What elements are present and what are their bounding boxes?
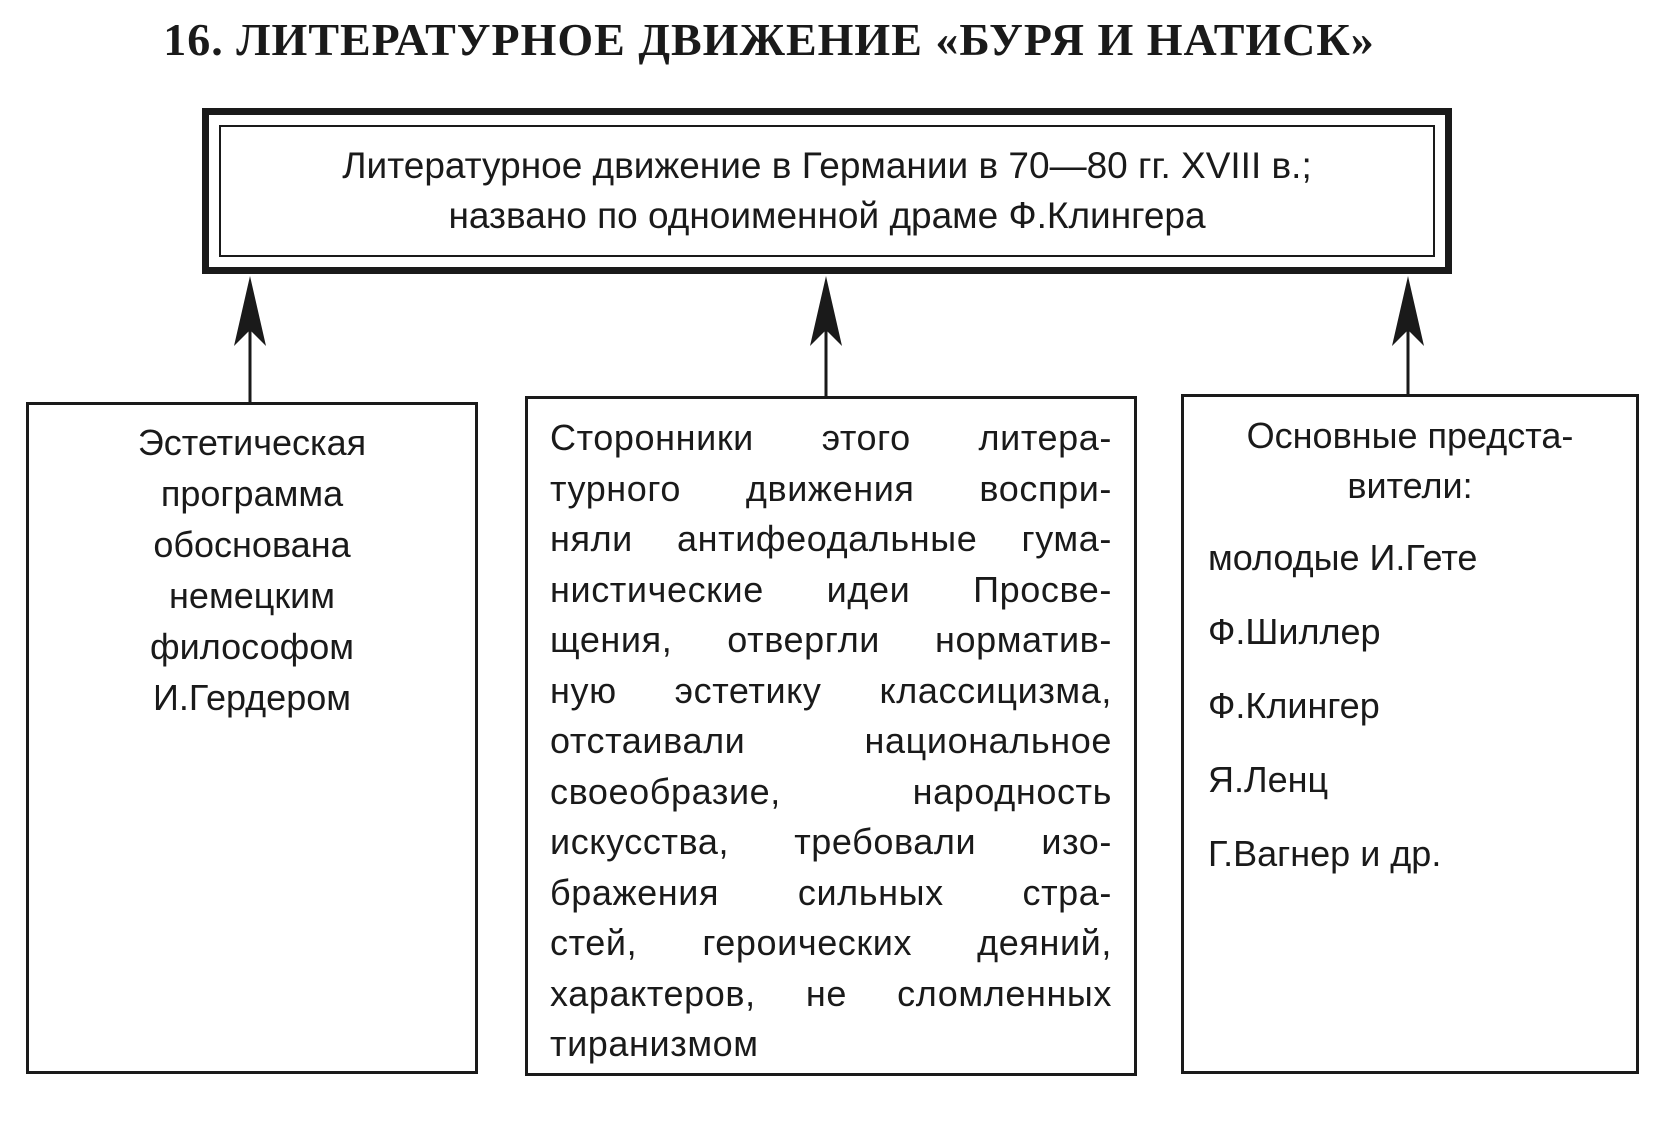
representatives-box: [1181, 394, 1639, 1074]
supporters-line: турного движения воспри-: [550, 467, 1112, 509]
supporters-line: няли антифеодальные гума-: [550, 518, 1112, 559]
arrow-middle: [810, 276, 842, 396]
supporters-line: искусства, требовали изо-: [550, 821, 1112, 862]
diagram-title: 16. ЛИТЕРАТУРНОЕ ДВИЖЕНИЕ «БУРЯ И НАТИСК»: [163, 14, 1375, 65]
supporters-box: [525, 396, 1137, 1076]
arrow-right: [1392, 276, 1424, 394]
representative-name: Ф.Клингер: [1208, 685, 1380, 726]
supporters-line: тиранизмом: [550, 1023, 759, 1064]
aesthetic-program-line: программа: [160, 473, 344, 514]
supporters-line: своеобразие, народность: [550, 770, 1112, 812]
aesthetic-program-line: И.Гердером: [153, 677, 351, 718]
supporters-line: Сторонники этого литера-: [550, 417, 1112, 458]
aesthetic-program-line: философом: [150, 626, 354, 667]
representative-name: Я.Ленц: [1208, 759, 1329, 800]
supporters-line: бражения сильных стра-: [550, 871, 1112, 913]
supporters-line: нистические идеи Просве-: [550, 568, 1112, 610]
representative-name: Г.Вагнер и др.: [1208, 833, 1442, 874]
supporters-line: характеров, не сломленных: [550, 972, 1112, 1014]
aesthetic-program-box: [26, 402, 478, 1074]
supporters-line: отстаивали национальное: [550, 720, 1112, 761]
definition-line: Литературное движение в Германии в 70—80 гг. XVIII в.;: [342, 145, 1312, 186]
representative-name: молодые И.Гете: [1208, 537, 1478, 578]
aesthetic-program-line: Эстетическая: [137, 422, 367, 463]
aesthetic-program-line: немецким: [169, 575, 335, 616]
representatives-heading: [1208, 411, 1636, 511]
representative-name: Ф.Шиллер: [1208, 611, 1381, 652]
supporters-line: ную эстетику классицизма,: [550, 669, 1112, 711]
aesthetic-program-line: обоснована: [153, 524, 351, 565]
supporters-line: щения, отвергли норматив-: [550, 619, 1112, 660]
definition-line: названо по одноименной драме Ф.Клингера: [448, 195, 1206, 236]
supporters-line: стей, героических деяний,: [550, 922, 1112, 963]
arrow-left: [234, 276, 266, 402]
representatives-heading-line: Основные предста-: [1246, 415, 1574, 456]
representatives-heading-line: вители:: [1347, 465, 1473, 506]
